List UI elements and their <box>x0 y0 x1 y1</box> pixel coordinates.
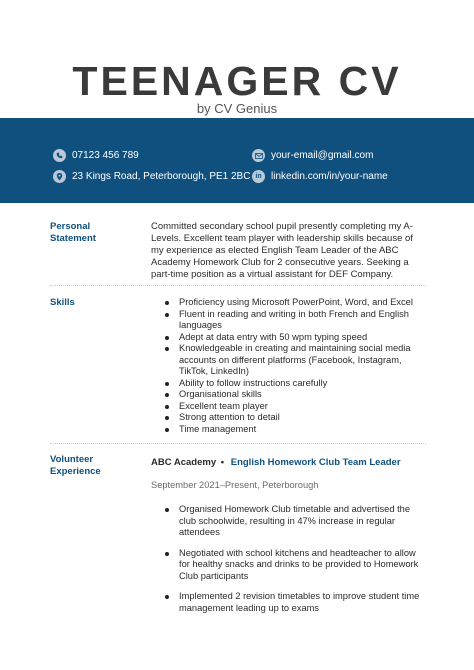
location-icon <box>53 170 66 183</box>
list-item: Organisational skills <box>151 389 426 401</box>
list-item: Time management <box>151 424 426 436</box>
job-separator: • <box>220 457 225 468</box>
list-item: Strong attention to detail <box>151 412 426 424</box>
volunteer-heading <box>50 454 101 478</box>
divider <box>50 443 426 444</box>
volunteer-list <box>151 504 426 623</box>
divider <box>50 285 426 286</box>
heading-line: Experience <box>50 466 101 477</box>
job-dates: September 2021–Present, Peterborough <box>151 480 319 490</box>
personal-statement-heading <box>50 221 96 245</box>
list-item: Excellent team player <box>151 401 426 413</box>
job-org: ABC Academy <box>151 457 217 468</box>
cv-title: TEENAGER CV <box>72 58 402 104</box>
list-item: Adept at data entry with 50 wpm typing speed <box>151 332 426 344</box>
heading-line: Statement <box>50 233 96 244</box>
linkedin-icon: in <box>252 170 265 183</box>
job-title-line <box>151 457 401 468</box>
heading-line: Personal <box>50 221 91 232</box>
linkedin-text[interactable]: linkedin.com/in/your-name <box>271 171 388 182</box>
personal-statement-text: Committed secondary school pupil presently completing my A-Levels. Excellent team player with leadership skills because of my experience as elected English Team Leader of the ABC Academy Homework Club for 2 consecutive years. Seeking a part-time position as a virtual assistant for DEF Company. <box>151 221 413 280</box>
email-text[interactable]: your-email@gmail.com <box>271 150 374 161</box>
contact-linkedin <box>252 170 388 183</box>
heading-line: Volunteer <box>50 454 94 465</box>
email-icon <box>252 149 265 162</box>
list-item: Proficiency using Microsoft PowerPoint, Word, and Excel <box>151 297 426 309</box>
contact-band <box>0 118 474 203</box>
skills-heading: Skills <box>50 297 75 308</box>
contact-address <box>53 170 250 183</box>
cv-subtitle: by CV Genius <box>196 101 278 116</box>
contact-email <box>252 149 373 162</box>
list-item: Fluent in reading and writing in both French and English languages <box>151 309 426 332</box>
list-item: Ability to follow instructions carefully <box>151 378 426 390</box>
contact-phone <box>53 149 139 162</box>
job-role: English Homework Club Team Leader <box>230 457 401 468</box>
list-item: Negotiated with school kitchens and headteacher to allow for healthy snacks and drinks to be provided to Homework Club participants <box>151 548 426 583</box>
address-text: 23 Kings Road, Peterborough, PE1 2BC <box>72 171 251 182</box>
phone-text: 07123 456 789 <box>72 150 139 161</box>
list-item: Organised Homework Club timetable and advertised the club schoolwide, resulting in 47% increase in regular attendees <box>151 504 426 539</box>
list-item: Knowledgeable in creating and maintaining social media accounts on different platforms (Facebook, Instagram, TikTok, LinkedIn) <box>151 343 426 378</box>
phone-icon <box>53 149 66 162</box>
skills-list <box>151 297 426 435</box>
list-item: Implemented 2 revision timetables to improve student time management leading up to exams <box>151 591 426 614</box>
